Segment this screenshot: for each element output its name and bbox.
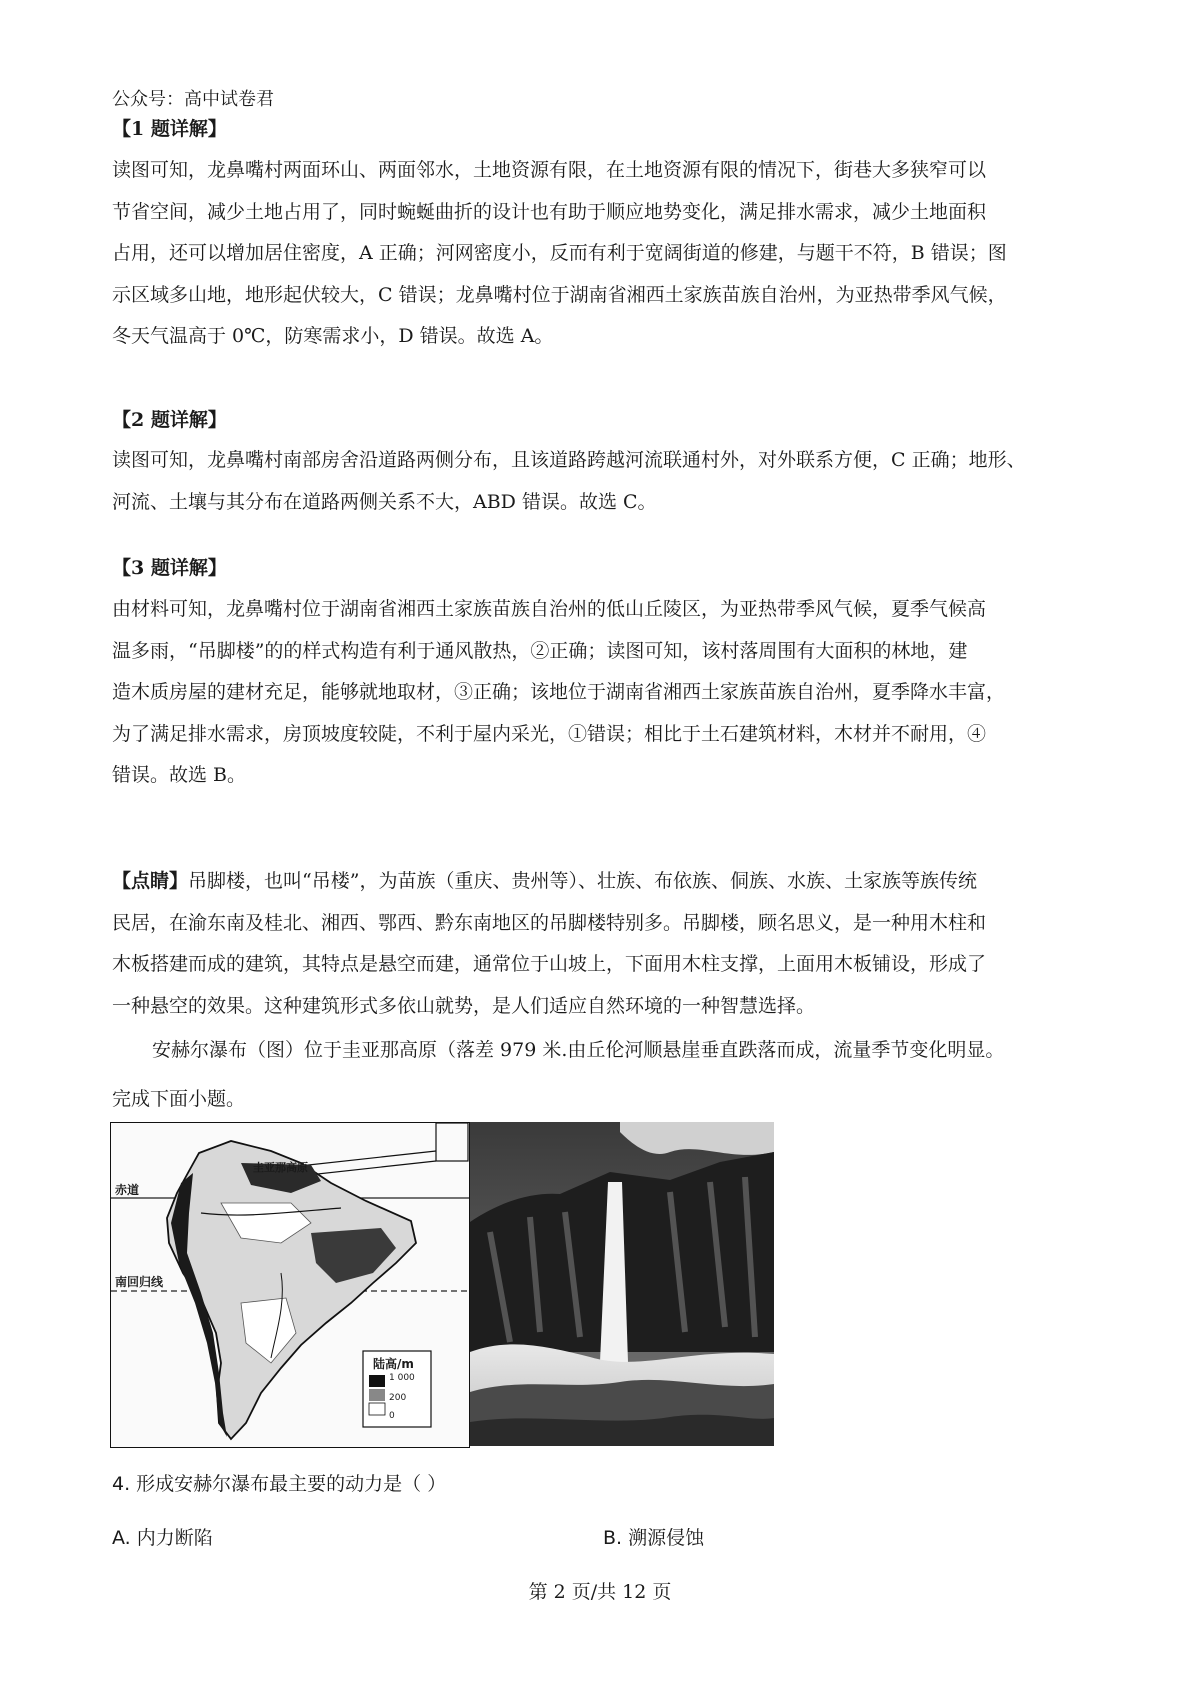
tip-line: 木板搭建而成的建筑，其特点是悬空而建，通常位于山坡上，下面用木柱支撑，上面用木板铺设，形成了 bbox=[112, 953, 987, 975]
tip-paragraph bbox=[112, 861, 1096, 1027]
map-highland-label: 圭亚那高原 bbox=[253, 1161, 308, 1174]
q1-line: 冬天气温高于 0℃，防寒需求小，D 错误。故选 A。 bbox=[112, 325, 554, 347]
header-note: 公众号：高中试卷君 bbox=[112, 89, 274, 110]
angel-falls-photo bbox=[470, 1122, 774, 1446]
q1-title: 【1 题详解】 bbox=[112, 118, 227, 140]
question-4-stem: 4. 形成安赫尔瀑布最主要的动力是（ ） bbox=[112, 1473, 447, 1495]
intro-line: 安赫尔瀑布（图）位于圭亚那高原（落差 979 米.由丘伦河顺悬崖垂直跌落而成，流量季节变化明显。 bbox=[152, 1039, 1005, 1061]
tip-line: 一种悬空的效果。这种建筑形式多依山就势，是人们适应自然环境的一种智慧选择。 bbox=[112, 994, 816, 1017]
q3-line: 由材料可知，龙鼻嘴村位于湖南省湘西土家族苗族自治州的低山丘陵区，为亚热带季风气候，夏季气候高 bbox=[112, 598, 987, 620]
q2-line: 读图可知，龙鼻嘴村南部房舍沿道路两侧分布，且该道路跨越河流联通村外，对外联系方便，C 正确；地形、 bbox=[112, 449, 1026, 471]
q3-line: 造木质房屋的建材充足，能够就地取材，③正确；该地位于湖南省湘西土家族苗族自治州，夏季降水丰富， bbox=[112, 681, 1006, 703]
q2-explanation bbox=[112, 440, 1096, 523]
q1-explanation bbox=[112, 150, 1096, 358]
q3-explanation bbox=[112, 589, 1096, 797]
q1-line: 节省空间，减少土地占用了，同时蜿蜒曲折的设计也有助于顺应地势变化，满足排水需求，减少土地面积 bbox=[112, 200, 987, 223]
option-a: A. 内力断陷 bbox=[112, 1527, 213, 1549]
map-legend-title: 陆高/m bbox=[373, 1357, 414, 1371]
tip-label: 【点睛】 bbox=[112, 870, 189, 892]
map-legend-value: 1 000 bbox=[389, 1373, 415, 1383]
waterfall-graphic bbox=[470, 1122, 774, 1446]
map-legend-value: 0 bbox=[389, 1411, 395, 1421]
q2-line: 河流、土壤与其分布在道路两侧关系不大，ABD 错误。故选 C。 bbox=[112, 490, 657, 513]
q3-title: 【3 题详解】 bbox=[112, 557, 227, 579]
q1-line: 示区域多山地，地形起伏较大，C 错误；龙鼻嘴村位于湖南省湘西土家族苗族自治州，为亚热带季风气候， bbox=[112, 283, 1007, 306]
tip-line: 民居，在渝东南及桂北、湘西、鄂西、黔东南地区的吊脚楼特别多。吊脚楼，顾名思义，是一种用木柱和 bbox=[112, 911, 987, 934]
south-america-map bbox=[110, 1122, 470, 1448]
tip-first-line: 吊脚楼，也叫“吊楼”，为苗族（重庆、贵州等）、壮族、布依族、侗族、水族、土家族等族传统 bbox=[188, 870, 977, 892]
q3-line: 错误。故选 B。 bbox=[112, 764, 247, 786]
option-b: B. 溯源侵蚀 bbox=[603, 1527, 705, 1549]
page-footer: 第 2 页/共 12 页 bbox=[528, 1581, 672, 1603]
q2-title: 【2 题详解】 bbox=[112, 409, 227, 431]
map-legend-value: 200 bbox=[389, 1393, 407, 1403]
intro-line: 完成下面小题。 bbox=[112, 1088, 246, 1110]
map-equator-label: 赤道 bbox=[115, 1183, 140, 1197]
q3-line: 温多雨，“吊脚楼”的的样式构造有利于通风散热，②正确；读图可知，该村落周围有大面积的林地，建 bbox=[112, 639, 968, 662]
q1-line: 占用，还可以增加居住密度，A 正确；河网密度小，反而有利于宽阔街道的修建，与题干不符，B 错误；图 bbox=[112, 242, 1007, 264]
q3-line: 为了满足排水需求，房顶坡度较陡，不利于屋内采光，①错误；相比于土石建筑材料，木材并不耐用，④ bbox=[112, 722, 987, 745]
q1-line: 读图可知，龙鼻嘴村两面环山、两面邻水，土地资源有限，在土地资源有限的情况下，街巷大多狭窄可以 bbox=[112, 159, 987, 181]
material-intro bbox=[112, 1026, 1102, 1124]
map-tropic-label: 南回归线 bbox=[115, 1275, 164, 1289]
